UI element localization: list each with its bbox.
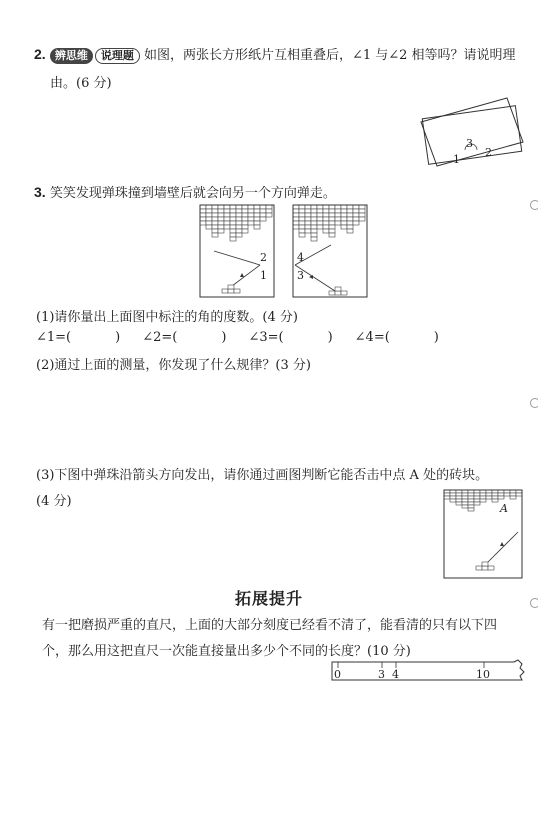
q3-figure2 (291, 203, 369, 299)
q3-blank-angle2-close: ) (221, 330, 227, 345)
brick (444, 496, 450, 499)
brick (486, 493, 492, 496)
brick (236, 217, 242, 221)
brick (468, 508, 474, 511)
brick (254, 221, 260, 225)
brick (254, 225, 260, 229)
brick (347, 229, 353, 233)
brick (248, 217, 254, 221)
q3-fig2-label-4: 4 (297, 251, 304, 264)
brick (347, 225, 353, 229)
brick (206, 225, 212, 229)
brick (236, 229, 242, 233)
brick (323, 209, 329, 213)
brick (329, 205, 335, 209)
brick (200, 209, 206, 213)
brick (516, 493, 522, 496)
brick (317, 205, 323, 209)
brick (230, 205, 236, 209)
brick (480, 496, 486, 499)
brick (341, 225, 347, 229)
q3-blank-angle4-open: ∠4=( (354, 330, 390, 345)
brick (218, 205, 224, 209)
brick (492, 499, 498, 502)
brick (242, 205, 248, 209)
ruler-tick-4: 4 (392, 668, 399, 681)
brick (450, 499, 456, 502)
brick (299, 213, 305, 217)
brick (474, 493, 480, 496)
brick (323, 229, 329, 233)
brick (317, 225, 323, 229)
brick (498, 496, 504, 499)
brick (242, 209, 248, 213)
brick (212, 229, 218, 233)
brick (335, 221, 341, 225)
brick (456, 493, 462, 496)
brick (462, 505, 468, 508)
brick (341, 209, 347, 213)
brick (462, 496, 468, 499)
q3-blank-angle2-open: ∠2=( (142, 330, 178, 345)
brick (456, 502, 462, 505)
brick (299, 217, 305, 221)
brick (486, 496, 492, 499)
q3-part2: (2)通过上面的测量，你发现了什么规律？(3 分) (36, 358, 311, 373)
q2-text-line2: 由。(6 分) (50, 76, 112, 91)
brick (329, 221, 335, 225)
brick (293, 209, 299, 213)
brick (498, 493, 504, 496)
brick (260, 205, 266, 209)
q3-fig2-label-3: 3 (297, 269, 304, 282)
brick (299, 233, 305, 237)
brick (224, 221, 230, 225)
brick (242, 229, 248, 233)
q2-angle1-label: 1 (453, 153, 460, 166)
q3-fig1-label-2: 2 (260, 251, 267, 264)
brick (230, 209, 236, 213)
brick (206, 217, 212, 221)
brick (468, 493, 474, 496)
q2-number: 2. (34, 46, 46, 62)
ruler-tick-3: 3 (378, 668, 385, 681)
brick (450, 493, 456, 496)
brick (254, 209, 260, 213)
q3-figure3 (442, 488, 524, 580)
brick (492, 493, 498, 496)
brick (200, 221, 206, 225)
brick (254, 213, 260, 217)
brick (248, 221, 254, 225)
brick (254, 217, 260, 221)
brick (206, 221, 212, 225)
q3-fig1-bricks (200, 205, 272, 241)
brick (236, 233, 242, 237)
brick (266, 205, 272, 209)
brick (444, 493, 450, 496)
brick (266, 209, 272, 213)
bleed-through (180, 100, 190, 119)
brick (359, 217, 365, 221)
q2-rect-b (422, 106, 521, 165)
brick (347, 213, 353, 217)
brick (353, 217, 359, 221)
brick (260, 213, 266, 217)
brick (305, 209, 311, 213)
q3-fig1-label-1: 1 (260, 269, 267, 282)
brick (353, 213, 359, 217)
brick (462, 499, 468, 502)
extension-text-line2: 个，那么用这把直尺一次能直接量出多少个不同的长度？(10 分) (42, 644, 411, 659)
brick (317, 217, 323, 221)
brick (341, 205, 347, 209)
q2-angle2-label: 2 (485, 146, 492, 159)
q3-blank-angle1-close: ) (115, 330, 121, 345)
brick (317, 209, 323, 213)
brick (254, 205, 260, 209)
brick (311, 221, 317, 225)
brick (359, 209, 365, 213)
brick (347, 205, 353, 209)
brick (260, 217, 266, 221)
brick (468, 505, 474, 508)
brick (329, 233, 335, 237)
brick (242, 213, 248, 217)
brick (224, 213, 230, 217)
brick (230, 225, 236, 229)
q2-line1 (34, 44, 516, 64)
brick (218, 213, 224, 217)
brick (323, 217, 329, 221)
brick (218, 209, 224, 213)
brick (323, 225, 329, 229)
brick (212, 209, 218, 213)
brick (230, 217, 236, 221)
brick (311, 205, 317, 209)
brick (242, 225, 248, 229)
brick (329, 229, 335, 233)
q3-angle-blanks (36, 330, 439, 345)
brick (353, 209, 359, 213)
brick (323, 213, 329, 217)
q3-fig3-bricks (444, 490, 522, 511)
brick (305, 213, 311, 217)
brick (456, 499, 462, 502)
brick (293, 213, 299, 217)
brick (492, 496, 498, 499)
brick (329, 225, 335, 229)
brick (206, 213, 212, 217)
brick (468, 496, 474, 499)
brick (359, 213, 365, 217)
brick (236, 225, 242, 229)
q2-angle3-label: 3 (466, 137, 473, 150)
brick (311, 225, 317, 229)
q3-blank-angle4-close: ) (433, 330, 439, 345)
q3-point-a-label: A (500, 502, 508, 515)
brick (260, 209, 266, 213)
brick (311, 213, 317, 217)
binding-mark-top (530, 200, 538, 210)
brick (341, 217, 347, 221)
brick (218, 225, 224, 229)
brick (242, 217, 248, 221)
brick (236, 209, 242, 213)
brick (224, 225, 230, 229)
q3-blank-angle1-open: ∠1=( (36, 330, 72, 345)
brick (450, 496, 456, 499)
brick (230, 237, 236, 241)
brick (305, 229, 311, 233)
brick (474, 496, 480, 499)
brick (347, 221, 353, 225)
brick (248, 205, 254, 209)
brick (311, 209, 317, 213)
brick (335, 217, 341, 221)
brick (200, 213, 206, 217)
binding-mark-bottom (530, 598, 538, 608)
brick (236, 213, 242, 217)
brick (230, 233, 236, 237)
brick (341, 221, 347, 225)
q3-number: 3. (34, 184, 46, 200)
brick (510, 493, 516, 496)
brick (329, 217, 335, 221)
worn-ruler (330, 656, 526, 684)
brick (323, 221, 329, 225)
q2-tag-reasoning: 说理题 (95, 48, 140, 64)
brick (212, 205, 218, 209)
brick (212, 233, 218, 237)
ruler-tick-10: 10 (476, 668, 490, 681)
brick (299, 225, 305, 229)
q3-figure1 (198, 203, 276, 299)
ruler-tick-0: 0 (334, 668, 341, 681)
q3-part3-line1: (3)下图中弹珠沿箭头方向发出，请你通过画图判断它能否击中点 A 处的砖块。 (36, 468, 489, 483)
brick (218, 217, 224, 221)
q3-part1: (1)请你量出上面图中标注的角的度数。(4 分) (36, 310, 298, 325)
q2-tag-thinking: 辨思维 (50, 48, 93, 64)
extension-title: 拓展提升 (234, 589, 303, 608)
brick (456, 496, 462, 499)
brick (206, 205, 212, 209)
brick (347, 209, 353, 213)
brick (510, 496, 516, 499)
brick (200, 205, 206, 209)
brick (299, 209, 305, 213)
brick (311, 217, 317, 221)
brick (480, 499, 486, 502)
brick (462, 493, 468, 496)
q3-stem: 笑笑发现弹珠撞到墙壁后就会向另一个方向弹走。 (49, 186, 336, 201)
q2-rect-a (421, 98, 523, 166)
brick (317, 213, 323, 217)
brick (230, 213, 236, 217)
brick (474, 502, 480, 505)
brick (299, 205, 305, 209)
brick (311, 237, 317, 241)
q3-stem-line (34, 182, 336, 201)
brick (248, 213, 254, 217)
brick (317, 221, 323, 225)
brick (200, 217, 206, 221)
q3-fig2-bricks (293, 205, 365, 241)
brick (248, 209, 254, 213)
brick (305, 217, 311, 221)
brick (206, 209, 212, 213)
brick (323, 205, 329, 209)
brick (293, 205, 299, 209)
extension-text-line1: 有一把磨损严重的直尺，上面的大部分刻度已经看不清了，能看清的只有以下四 (42, 618, 498, 633)
brick (224, 209, 230, 213)
brick (353, 221, 359, 225)
brick (359, 205, 365, 209)
brick (218, 229, 224, 233)
brick (242, 221, 248, 225)
brick (212, 225, 218, 229)
q3-blank-angle3-close: ) (327, 330, 333, 345)
brick (236, 221, 242, 225)
brick (329, 213, 335, 217)
brick (299, 221, 305, 225)
brick (347, 217, 353, 221)
q3-blank-angle3-open: ∠3=( (248, 330, 284, 345)
brick (212, 217, 218, 221)
brick (311, 233, 317, 237)
brick (341, 213, 347, 217)
brick (335, 205, 341, 209)
brick (212, 213, 218, 217)
brick (474, 499, 480, 502)
brick (480, 493, 486, 496)
brick (305, 221, 311, 225)
brick (468, 499, 474, 502)
brick (468, 502, 474, 505)
brick (305, 225, 311, 229)
brick (230, 221, 236, 225)
brick (212, 221, 218, 225)
brick (266, 213, 272, 217)
brick (305, 205, 311, 209)
brick (299, 229, 305, 233)
brick (293, 217, 299, 221)
brick (236, 205, 242, 209)
brick (335, 213, 341, 217)
binding-mark-mid (530, 398, 538, 408)
brick (504, 493, 510, 496)
brick (218, 221, 224, 225)
brick (335, 209, 341, 213)
q2-text-line1: 如图，两张长方形纸片互相重叠后，∠1 与∠2 相等吗？请说明理 (143, 48, 516, 63)
brick (293, 221, 299, 225)
brick (224, 217, 230, 221)
brick (293, 225, 299, 229)
brick (224, 205, 230, 209)
brick (353, 205, 359, 209)
q2-overlap-diagram (415, 90, 527, 170)
brick (311, 229, 317, 233)
brick (462, 502, 468, 505)
q3-part3-line2: (4 分) (36, 494, 72, 509)
brick (230, 229, 236, 233)
brick (329, 209, 335, 213)
